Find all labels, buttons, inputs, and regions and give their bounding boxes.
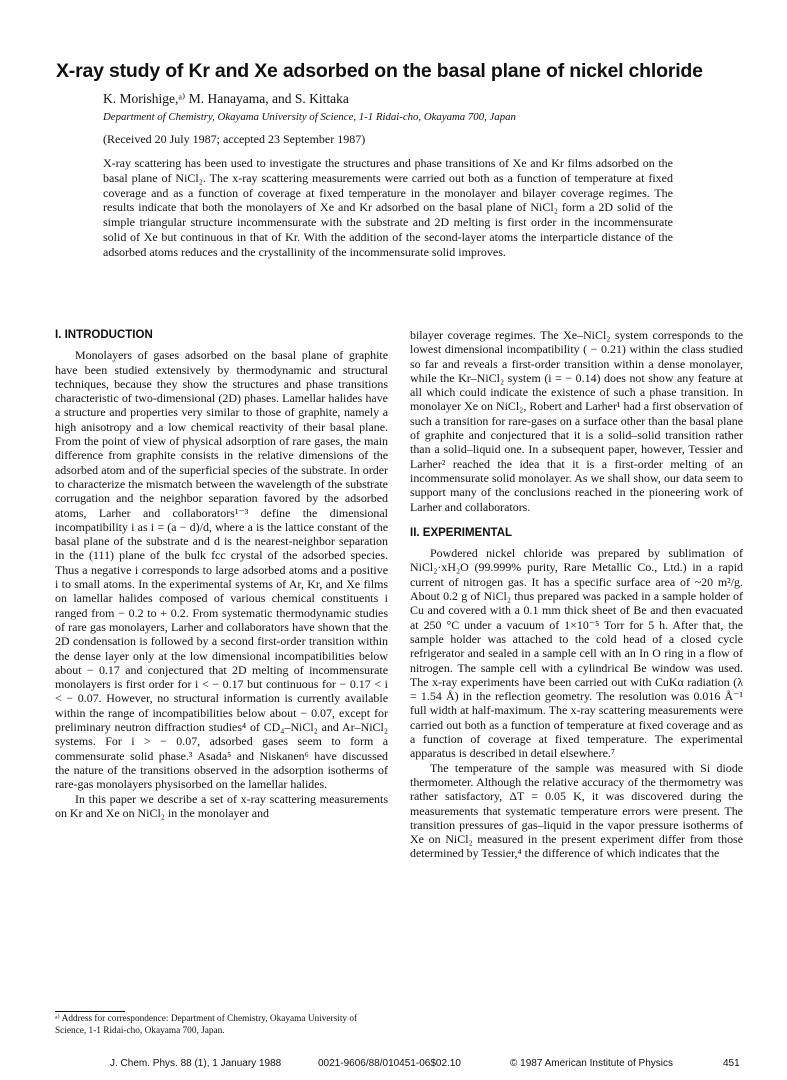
- experimental-paragraph-1: Powdered nickel chloride was prepared by sublimation of NiCl₂·xH₂O (99.999% purity, Rare Metallic Co., Ltd.) in a rapid current of nitrogen gas. It has a specific surface area of ~20 m²/g. About 0.2 g of NiCl₂ thus prepared was packed in a sample holder of Cu and covered with a 0.1 mm thick sheet of Be and then evacuated at 250 °C under a vacuum of 1×10⁻⁵ Torr for 5 h. After that, the sample holder was attached to the cold head of a closed cycle refrigerator and sealed in a sample cell with an In O ring in a flow of nitrogen. The sample cell with a cylindrical Be window was used. The x-ray experiments have been carried out with CuKα radiation (λ = 1.54 Å) in the reflection geometry. The resolution was 0.016 Å⁻¹ full width at half-maximum. The x-ray scattering measurements were carried out both as a function of temperature at fixed coverage and as a function of coverage at fixed temperature. The experimental apparatus is described in detail elsewhere.⁷: [410, 546, 743, 761]
- intro-paragraph-1: Monolayers of gases adsorbed on the basal plane of graphite have been studied extensively by thermodynamic and structural techniques, because they show the structures and phase transitions characteristic of two-dimensional (2D) phases. Lamellar halides have a structure and properties very similar to those of graphite, namely a high anisotropy and a low chemical reactivity of their basal plane. From the point of view of physical adsorption of rare gases, the main difference from graphite consists in the relative dimensions of the adsorbed atom and of the superficial species of the substrate. In order to characterize the mismatch between the wavelength of the substrate corrugation and the neighbor separation favored by the adsorbed atoms, Larher and collaborators¹⁻³ define the dimensional incompatibility i as i = (a − d)/d, where a is the lattice constant of the basal plane of the substrate and d is the nearest-neighbor separation in the (111) plane of the bulk fcc crystal of the adsorbed species. Thus a negative i corresponds to large adsorbed atoms and a positive i to small atoms. In the experimental systems of Ar, Kr, and Xe films on lamellar halides composed of various chemical constituents i ranged from − 0.2 to + 0.2. From systematic thermodynamic studies of rare gas monolayers, Larher and collaborators have shown that the 2D condensation is followed by a second first-order transition within the dense layer only at the low dimensional incompatibilities below about − 0.17 and conjectured that 2D melting of incommensurate monolayers is first order for i < − 0.17 but continuous for − 0.17 < i < − 0.07. However, no structural information is currently available within the range of incompatibilities below about − 0.07, except for preliminary neutron diffraction studies⁴ of CD₄–NiCl₂ and Ar–NiCl₂ systems. For i > − 0.07, adsorbed gases seem to form a commensurate solid phase.³ Asada⁵ and Niskanen⁶ have discussed the nature of the transitions observed in the adsorption isotherms of rare-gas monolayers physisorbed on the lamellar halides.: [55, 348, 388, 792]
- footnote-divider: [55, 1011, 125, 1012]
- page-number: 451: [723, 1058, 740, 1069]
- author-list: K. Morishige,ᵃ⁾ M. Hanayama, and S. Kittaka: [103, 91, 349, 106]
- intro-paragraph-continued: bilayer coverage regimes. The Xe–NiCl₂ system corresponds to the lowest dimensional incompatibility ( − 0.21) within the class studied so far and reveals a first-order transition within a dense monolayer, while the Kr–NiCl₂ system (i = − 0.14) does not show any feature at all which could indicate the existence of such a phase transition. In monolayer Xe on NiCl₂, Robert and Larher¹ had a first observation of such a transition for rare-gases on a surface other than the basal plane of graphite and conjectured that it is a solid–solid transition rather than a solid–liquid one. In a subsequent paper, however, Tessier and Larher² reached the idea that it is a first-order melting of an incommensurate solid monolayer. As we shall show, our data seem to support many of the conclusions reached in the pioneering work of Larher and collaborators.: [410, 328, 743, 514]
- left-column: [55, 328, 388, 820]
- correspondence-footnote: ᵃ⁾ Address for correspondence: Department of Chemistry, Okayama University of Science, 1-1 Ridai-cho, Okayama 700, Japan.: [55, 1014, 358, 1036]
- paper-title: X-ray study of Kr and Xe adsorbed on the basal plane of nickel chloride: [56, 60, 703, 82]
- right-column: [410, 328, 743, 861]
- footer-copyright: © 1987 American Institute of Physics: [510, 1058, 674, 1069]
- experimental-paragraph-2: The temperature of the sample was measured with Si diode thermometer. Although the relative accuracy of the thermometry was rather satisfactory, ΔT = 0.05 K, it was discovered during the measurements that systematic temperature errors were present. The transition pressures of gas–liquid in the vapor pressure isotherms of Xe on NiCl₂ measured in the present experiment differ from those determined by Tessier,⁴ the difference of which indicates that the: [410, 760, 743, 861]
- intro-paragraph-2: In this paper we describe a set of x-ray scattering measurements on Kr and Xe on NiCl₂ in the monolayer and: [55, 791, 388, 820]
- section-heading-experimental: II. EXPERIMENTAL: [410, 526, 513, 539]
- footer-journal: J. Chem. Phys. 88 (1), 1 January 1988: [110, 1058, 282, 1069]
- received-dates: (Received 20 July 1987; accepted 23 September 1987): [103, 132, 366, 146]
- footer-code: 0021-9606/88/010451-06$02.10: [318, 1058, 461, 1069]
- affiliation: Department of Chemistry, Okayama University of Science, 1-1 Ridai-cho, Okayama 700, Japan: [103, 111, 516, 123]
- section-heading-introduction: I. INTRODUCTION: [55, 329, 153, 341]
- abstract: X-ray scattering has been used to investigate the structures and phase transitions of Xe and Kr films adsorbed on the basal plane of NiCl₂. The x-ray scattering measurements were carried out both as a function of temperature at fixed coverage and as a function of coverage at fixed temperature in the monolayer and bilayer coverage regimes. The results indicate that both the monolayers of Xe and Kr adsorbed on the basal plane of NiCl₂ form a 2D solid of the simple triangular structure incommensurate with the substrate and 2D melting is first order in the incommensurate solid of Xe but continuous in that of Kr. With the addition of the second-layer atoms the interparticle distance of the adsorbed atoms reduces and the crystallinity of the incommensurate solid improves.: [103, 156, 673, 259]
